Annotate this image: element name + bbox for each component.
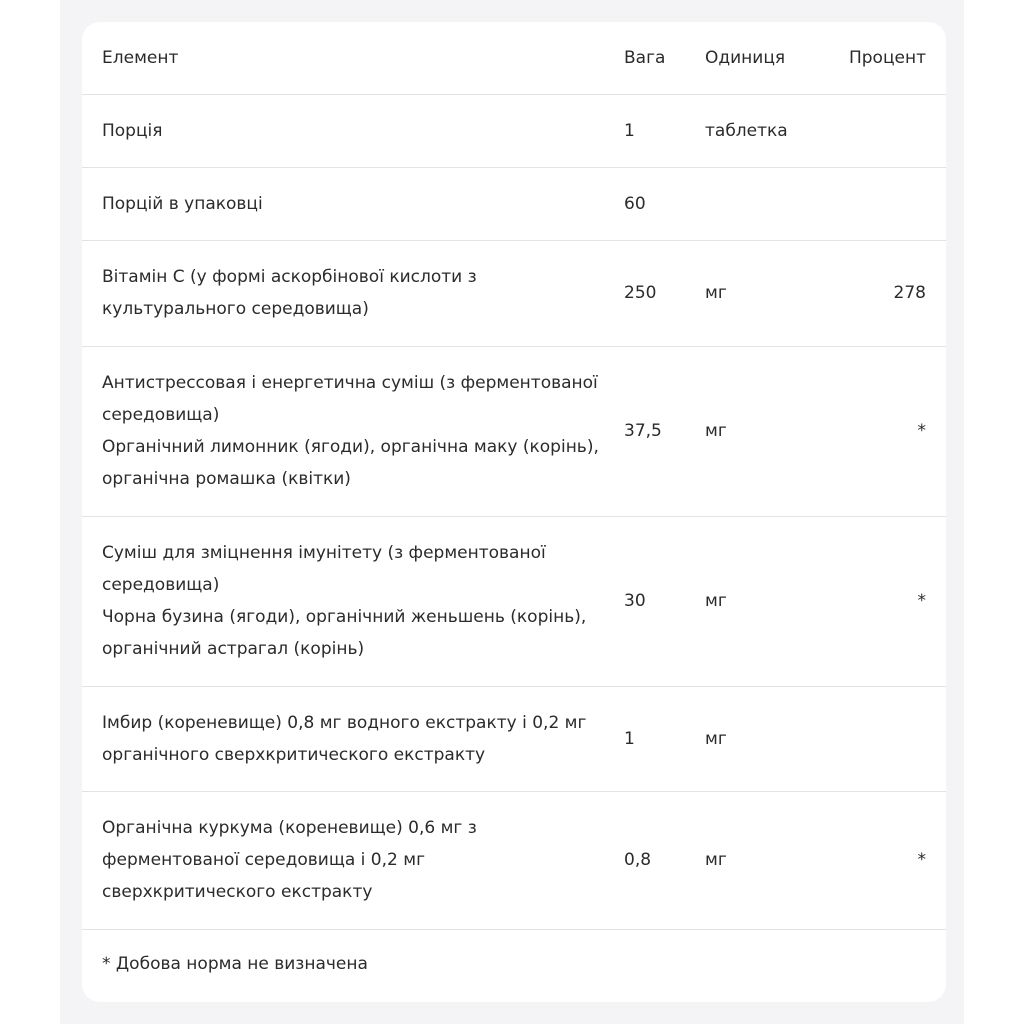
- row-name: [82, 346, 624, 516]
- row-weight: 30: [624, 591, 646, 611]
- row-unit: мг: [705, 850, 727, 870]
- table-row: [82, 240, 946, 346]
- row-percent: [820, 686, 946, 791]
- row-percent: *: [917, 591, 926, 611]
- row-weight: 37,5: [624, 421, 662, 441]
- row-name-line: Імбир (кореневище) 0,8 мг водного екстракту і 0,2 мг: [102, 712, 587, 733]
- row-name-line: Порція: [102, 120, 163, 141]
- row-percent: *: [917, 850, 926, 870]
- table-row: [82, 94, 946, 167]
- row-name-line: органічний астрагал (корінь): [102, 639, 365, 659]
- row-name-line: середовища): [102, 405, 220, 425]
- row-name-line: культурального середовища): [102, 299, 369, 319]
- row-name: [82, 240, 624, 346]
- row-percent: 278: [893, 283, 926, 303]
- row-name-line: органічного сверхкритического екстракту: [102, 744, 486, 765]
- row-percent: [820, 94, 946, 167]
- supplement-facts-card: [82, 22, 946, 1002]
- row-unit: мг: [705, 283, 727, 303]
- row-unit: [705, 167, 820, 240]
- table-row: [82, 686, 946, 791]
- row-name: [82, 791, 624, 929]
- table-row: [82, 516, 946, 686]
- row-name-line: Органічний лимонник (ягоди), органічна маку (корінь),: [102, 437, 599, 457]
- row-weight: 60: [624, 193, 646, 214]
- table-row: [82, 346, 946, 516]
- row-name-line: Антистрессовая і енергетична суміш (з ферментованої: [102, 373, 598, 393]
- row-unit: мг: [705, 728, 727, 749]
- row-name-line: Суміш для зміцнення імунітету (з ферментованої: [102, 543, 546, 563]
- row-name-line: середовища): [102, 575, 220, 595]
- row-percent: *: [917, 421, 926, 441]
- row-percent: [820, 167, 946, 240]
- row-name-line: органічна ромашка (квітки): [102, 469, 351, 489]
- row-name-line: ферментованої середовища і 0,2 мг: [102, 850, 425, 870]
- row-name: [82, 167, 624, 240]
- row-name: [82, 516, 624, 686]
- header-weight: Вага: [624, 47, 666, 68]
- row-unit: таблетка: [705, 120, 788, 141]
- row-name-line: Чорна бузина (ягоди), органічний женьшень (корінь),: [102, 607, 587, 627]
- header-unit: Одиниця: [705, 47, 786, 68]
- row-weight: 250: [624, 283, 657, 303]
- row-name-line: Порцій в упаковці: [102, 193, 263, 214]
- row-name-line: сверхкритического екстракту: [102, 882, 373, 902]
- footnote-row: [82, 929, 946, 999]
- row-unit: мг: [705, 591, 727, 611]
- row-weight: 0,8: [624, 850, 652, 870]
- table-row: [82, 791, 946, 929]
- supplement-facts-table: [82, 22, 946, 999]
- table-row: [82, 167, 946, 240]
- row-name: [82, 686, 624, 791]
- row-name-line: Органічна куркума (кореневище) 0,6 мг з: [102, 818, 477, 838]
- footnote-text: * Добова норма не визначена: [102, 954, 368, 975]
- table-header-row: [82, 22, 946, 94]
- row-name-line: Вітамін С (у формі аскорбінової кислоти з: [102, 267, 477, 287]
- row-weight: 1: [624, 728, 635, 749]
- row-unit: мг: [705, 421, 727, 441]
- header-percent: Процент: [848, 47, 926, 68]
- row-name: [82, 94, 624, 167]
- header-element: Елемент: [102, 47, 179, 68]
- row-weight: 1: [624, 120, 635, 141]
